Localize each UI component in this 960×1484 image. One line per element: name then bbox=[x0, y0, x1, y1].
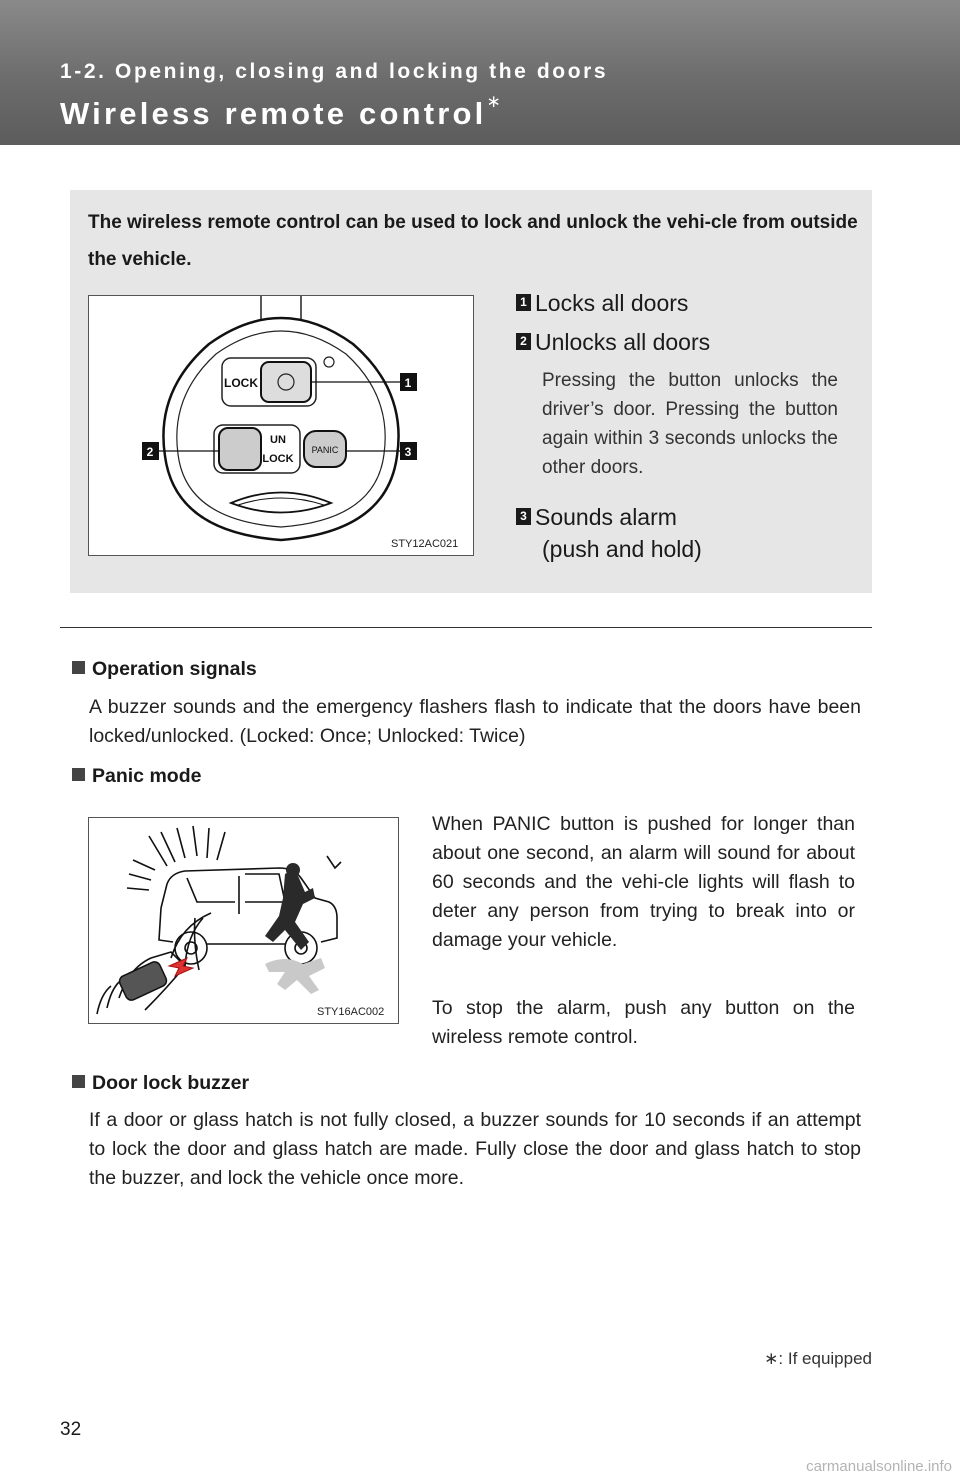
legend-number-2: 2 bbox=[516, 333, 531, 350]
panic-button-label: PANIC bbox=[311, 445, 339, 455]
equipped-mark: ∗ bbox=[764, 1349, 779, 1368]
panic-mode-heading bbox=[72, 765, 201, 788]
legend-item-3 bbox=[516, 501, 677, 533]
panic-mode-stop-text: To stop the alarm, push any button on the wireless remote control. bbox=[432, 997, 855, 1048]
section-title: 1-2. Opening, closing and locking the doors bbox=[60, 60, 609, 83]
panic-mode-heading-text: Panic mode bbox=[92, 765, 202, 787]
legend-number-1: 1 bbox=[516, 294, 531, 311]
operation-signals-heading bbox=[72, 658, 257, 681]
legend-label-2: Unlocks all doors bbox=[535, 329, 711, 355]
door-lock-buzzer-heading-text: Door lock buzzer bbox=[92, 1072, 250, 1094]
panic-mode-text: When PANIC button is pushed for longer than about one second, an alarm will sound for about 60 seconds and the vehi-cle lights will flash to deter any person from trying to break into or damage your vehicle. bbox=[432, 813, 855, 951]
footnote bbox=[764, 1349, 872, 1369]
remote-control-figure bbox=[88, 295, 474, 556]
lock-button-label: LOCK bbox=[224, 376, 258, 390]
page-number: 32 bbox=[60, 1419, 82, 1440]
legend-label-3: Sounds alarm bbox=[535, 504, 677, 530]
footnote-text: : If equipped bbox=[778, 1349, 872, 1368]
panic-mode-figure bbox=[88, 817, 399, 1024]
legend-item-1 bbox=[516, 287, 688, 319]
callout-2: 2 bbox=[146, 445, 154, 459]
divider bbox=[60, 627, 872, 628]
operation-signals-text: A buzzer sounds and the emergency flashers flash to indicate that the doors have been locked/unlocked. (Locked: Once; Unlocked: Twice) bbox=[89, 696, 861, 747]
intro-box bbox=[70, 190, 872, 593]
unlock-button-label-bottom: LOCK bbox=[262, 453, 294, 465]
bullet-square-icon bbox=[72, 661, 85, 674]
intro-text: The wireless remote control can be used to lock and unlock the vehi-cle from outside the vehicle. bbox=[88, 212, 858, 270]
page-title bbox=[60, 91, 504, 132]
callout-3: 3 bbox=[404, 445, 412, 459]
remote-control-illustration bbox=[89, 296, 473, 555]
panic-alarm-illustration bbox=[89, 818, 398, 1023]
watermark: carmanualsonline.info bbox=[806, 1458, 952, 1475]
page-title-text: Wireless remote control bbox=[60, 96, 487, 131]
figure-code: STY12AC021 bbox=[391, 538, 459, 550]
legend-label-1: Locks all doors bbox=[535, 290, 689, 316]
legend-label-3-cont: (push and hold) bbox=[542, 536, 702, 562]
bullet-square-icon bbox=[72, 1075, 85, 1088]
unlock-button-label-top: UN bbox=[270, 434, 286, 446]
door-lock-buzzer-text: If a door or glass hatch is not fully closed, a buzzer sounds for 10 seconds if an attempt to lock the door and glass hatch are made. Fully close the door and glass hatch to stop the buzzer, and lock the vehicle once more. bbox=[89, 1109, 861, 1189]
door-lock-buzzer-heading bbox=[72, 1072, 249, 1095]
equipped-mark: ∗ bbox=[486, 91, 504, 111]
chapter-header bbox=[0, 0, 960, 145]
legend-number-3: 3 bbox=[516, 508, 531, 525]
legend-item-2 bbox=[516, 326, 710, 358]
figure-code: STY16AC002 bbox=[317, 1006, 385, 1018]
callout-1: 1 bbox=[404, 376, 412, 390]
operation-signals-heading-text: Operation signals bbox=[92, 658, 257, 680]
unlock-note: Pressing the button unlocks the driver’s door. Pressing the button again within 3 seconds unlocks the other doors. bbox=[542, 370, 838, 478]
bullet-square-icon bbox=[72, 768, 85, 781]
